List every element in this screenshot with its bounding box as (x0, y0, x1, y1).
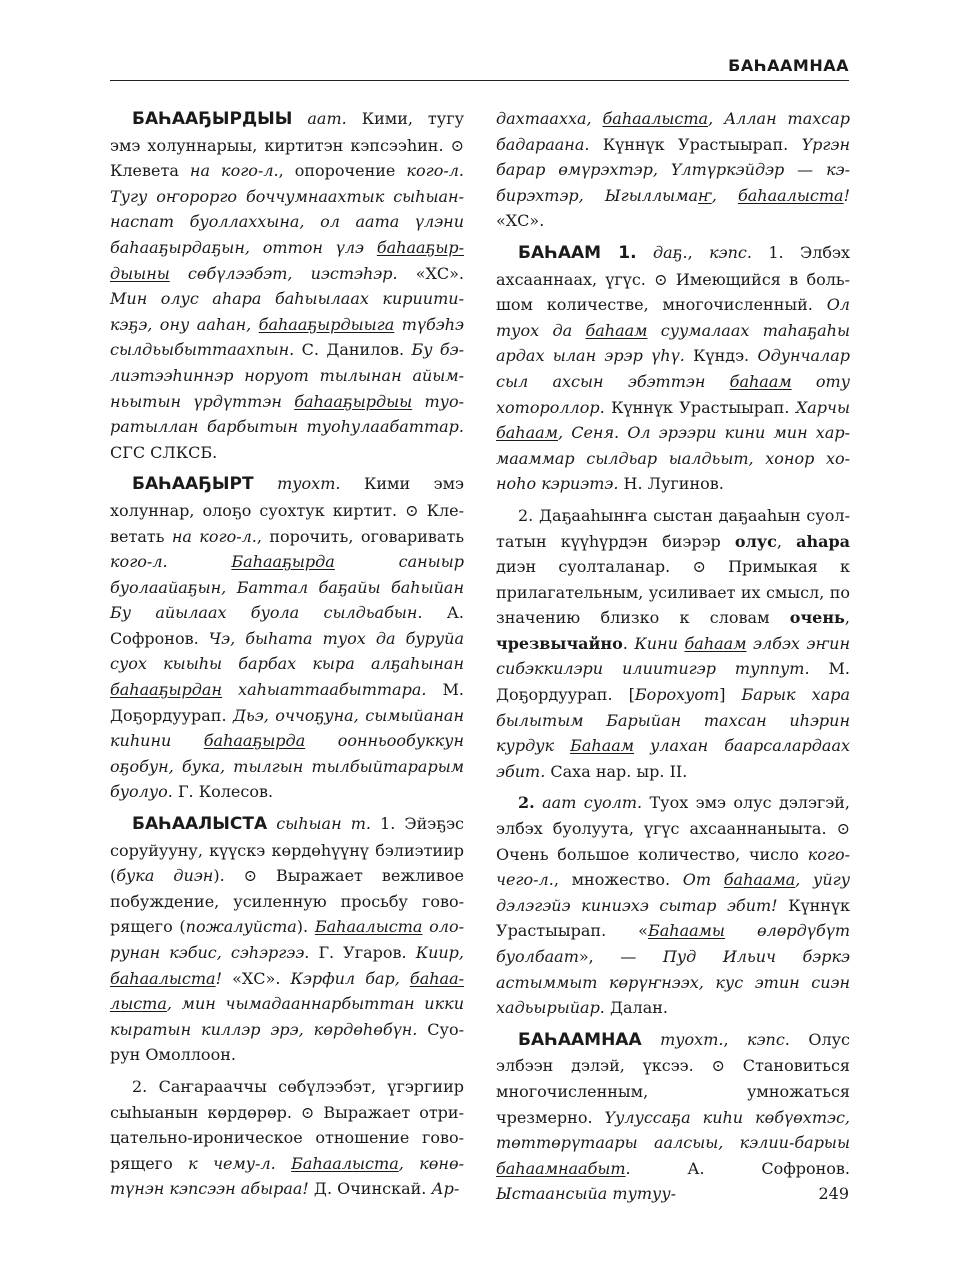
text-run: суумалаах таһаҕаһы ардах ылан эрэр үһү. (496, 320, 850, 366)
example-keyword: баһааҕырдыы (294, 391, 413, 411)
text-run: Выражает отрицательно-ироническое отношение говорящего (110, 1102, 464, 1173)
text-run (276, 1154, 291, 1173)
text-run: аат суолт. (542, 793, 643, 813)
example-keyword: баһаалыста (110, 968, 465, 1014)
text-run: ). (213, 866, 244, 886)
text-run: диэн суолталанар. (496, 557, 693, 577)
translation-marker-icon: ⊙ (405, 500, 419, 520)
text-run: 2. Саҥарааччы сөбүлээбэт, үгэргиир сыһыанын көрдөрөр. (110, 1076, 464, 1122)
text-run (292, 109, 307, 128)
text-run: Олус элбээн дэлэй, үксээ. (496, 1029, 851, 1076)
example-keyword: ҥ (698, 185, 712, 205)
text-run: Д. Очинскай. (308, 1179, 432, 1199)
headword: БАҺААҔЫРТ (132, 474, 254, 495)
text-run (642, 1030, 660, 1049)
text-run: , (723, 1029, 748, 1049)
text-run: бука диэн (116, 866, 214, 886)
entry-paragraph (496, 240, 850, 497)
text-run: Үулуссаҕа киһи көбүөхтэс, төттөрүтаары аалсыы, кэлии-барыы (496, 1107, 850, 1153)
text-run: Примыкая к прилагательным, усиливает их смысл, по значению близко к словам (496, 557, 851, 628)
example-keyword: Баһаамы (647, 921, 725, 941)
text-run: на кого-л. (189, 161, 279, 181)
headword: БАҺААМНАА (518, 1029, 642, 1050)
text-run: Мин олус аһара баһыылаах кириитикэҕэ, ону ааһан, (110, 289, 464, 334)
text-run: М. Доҕордуурап. [ (496, 659, 850, 705)
example-keyword: баһаам (729, 371, 792, 391)
text-run: туохт. (660, 1029, 724, 1049)
headword: БАҺААЛЫСТА (132, 814, 268, 835)
page-number: 249 (818, 1184, 849, 1203)
text-run: , Сеня. Ол эрээри кини мин хармааммар сылдьар ыалдьыт, хонор хоноһо кэриэтэ. (496, 423, 850, 494)
text-run: . (625, 1158, 631, 1178)
entry-paragraph (496, 790, 850, 1020)
text-run: Одунчалар сыл ахсын эбэттэн (496, 346, 851, 391)
text-run: «ХС». (397, 263, 464, 283)
text-run: Туох эмэ олус дэлэгэй, элбэх буолуута, үгүс ахсааннаныыта. (496, 793, 851, 839)
text-run: аат. (307, 109, 347, 128)
text-run: к чему-л. (188, 1153, 276, 1173)
example-keyword: баһаалыста (737, 185, 844, 205)
text-run: Бу бэлиэтээһиннэр норуот тылынан айымньытын үрдүттэн (110, 340, 464, 411)
example-keyword: баһаам (496, 423, 558, 443)
text-run: , множество. (553, 870, 683, 890)
example-keyword: баһааҕырдан (110, 680, 222, 700)
text-run: Суорун Омоллоон. (110, 1019, 464, 1065)
translation-marker-icon: ⊙ (654, 269, 668, 289)
text-run (535, 793, 542, 812)
example-keyword: Баһаалыста (291, 1153, 399, 1173)
text-run: оттон үлэ (262, 237, 377, 257)
text-run: Үргэн барар өмүрэхтэр, Үлтүркэйдэр — кэбирэхтэр, Ыгыллыма (496, 134, 850, 205)
text-run: «ХС». (222, 968, 291, 988)
text-run: пожалуйста (185, 917, 297, 937)
left-column (110, 106, 464, 1208)
translation-marker-icon: ⊙ (243, 866, 258, 886)
text-run: кого-л. (406, 161, 465, 181)
entry-paragraph (110, 811, 464, 1068)
text-run: Далан. (604, 998, 668, 1018)
example-keyword: баһааҕырдыыга (258, 314, 395, 334)
text-run: кэпс. (709, 242, 752, 262)
text-run (637, 243, 653, 262)
text-run: Ол туох да (496, 295, 850, 340)
text-run: Дьэ, оччоҕуна, сымыйанан киһини (110, 705, 464, 751)
bold-term: олус (734, 531, 777, 551)
text-run: 1. Элбэх ахсааннаах, үгүс. (496, 242, 850, 289)
text-run: түбэһэ сылдьыбыттаахпын. (110, 314, 465, 360)
bold-term: чрезвычайно (496, 633, 623, 653)
running-head: БАҺААМНАА (728, 56, 849, 75)
headword: БАҺААҔЫРДЫЫ (132, 109, 293, 129)
text-run: сөбүлээбэт, иэстэһэр. (169, 263, 398, 283)
text-run: , мин чымадааннарбыттан икки кыратын киллэр эрэ, көрдөһөбүн. (110, 994, 464, 1039)
text-run (267, 814, 276, 833)
entry-paragraph (110, 1074, 464, 1202)
header-rule (110, 80, 849, 81)
example-keyword: Баһаалыста (314, 917, 423, 937)
text-run: элбэх эҥин сибэккилэри илиитигэр туппут. (496, 633, 850, 679)
entry-paragraph (110, 471, 464, 805)
text-run: ). (296, 917, 315, 937)
example-keyword: баһаам (684, 633, 747, 653)
example-keyword: баһаам (585, 320, 648, 340)
text-run: Очень большое количество, число (496, 844, 808, 864)
text-run: даҕ. (652, 242, 688, 262)
text-run: СГС СЛКСБ. (110, 442, 218, 462)
text-run: Н. Лугинов. (618, 474, 724, 494)
text-run: өлөрдүбүт буолбаат (496, 921, 851, 966)
text-run: , опорочение (278, 161, 407, 181)
example-keyword: Баһаам (570, 736, 635, 756)
text-run: , (844, 608, 850, 628)
translation-marker-icon: ⊙ (300, 1102, 315, 1122)
text-run (254, 474, 278, 493)
text-run: , (711, 185, 738, 205)
text-run: Ар- (431, 1179, 460, 1199)
text-run: Пуд Ильич бэркэ астыммыт көрүҥнээх, кус этин сиэн хадьырыйар. (496, 947, 851, 1018)
bold-term: аһара (796, 531, 850, 551)
text-run: С. Данилов. (294, 340, 412, 360)
text-run: кого-л. (110, 552, 168, 572)
text-run: туохт. (277, 474, 341, 494)
text-run: Г. Угаров. (309, 943, 416, 962)
text-run: олорунан кэбис, сэһэргээ. (110, 917, 465, 962)
example-keyword: баһаамнаабыт (496, 1158, 626, 1178)
text-run: Киир, (415, 943, 465, 962)
text-run: 1. Эйэҕэс соруйууну, күүскэ көрдөһүүнү бэлиэтиир ( (110, 814, 464, 886)
text-run: Күннүк Урастыырап. « (496, 895, 851, 941)
text-run: улахан баарсалардаах эбит. (496, 736, 851, 781)
text-run: Кини (634, 633, 685, 653)
text-run (168, 552, 232, 571)
text-run: М. Доҕордуурап. (110, 680, 464, 725)
text-run: Барык хара былытым Барыйан тахсан иһэрин курдук (496, 685, 850, 756)
text-run: Ыстаансыйа тутуу- (496, 1184, 677, 1204)
text-run: ! (215, 968, 223, 988)
text-run: От (682, 870, 724, 890)
translation-marker-icon: ⊙ (711, 1056, 725, 1076)
text-run: Клевета (110, 161, 190, 181)
text-run: Борохуот (634, 685, 720, 705)
text-run: , Аллан тахсар бадараана. (496, 109, 850, 154)
text-run: баһааҕырдаҕын (110, 237, 245, 257)
text-run: , (776, 531, 797, 551)
text-run: туоратыллан барбытын туоһулаабаттар. (110, 391, 464, 437)
entry-paragraph (110, 106, 464, 465)
text-run: », — (578, 947, 663, 966)
text-run: саныыр буолаайаҕын, Баттал баҕайы баһыйан Бу айылаах буола сылдьабын. (110, 552, 464, 623)
example-keyword: баһааҕырда (203, 731, 306, 751)
example-keyword: баһааҕырдыыны (110, 237, 465, 283)
text-run: Чэ, быһата туох да буруйа суох кыыһы барбах кыра алҕаһынан (110, 628, 465, 674)
text-run: А. Софронов. (630, 1158, 850, 1178)
text-run: Кими эмэ холуннар, олоҕо суохтук киртит. (110, 474, 464, 520)
text-run: Күндэ. (684, 346, 758, 366)
text-run: , (244, 237, 263, 257)
text-run: хаһыаттаабыттара. (222, 680, 427, 700)
translation-marker-icon: ⊙ (692, 557, 706, 577)
bold-term: очень (789, 608, 845, 628)
translation-marker-icon: ⊙ (836, 819, 850, 839)
text-run: на кого-л. (171, 526, 257, 546)
text-run: , порочить, оговаривать (256, 526, 465, 546)
text-run: 2. Даҕааһынҥа сыстан даҕааһын суолтатын күүһүрдэн биэрэр (496, 505, 850, 551)
text-run: дахтааххa, (496, 109, 603, 128)
text-run: Күннүк Урастыырап. (589, 134, 802, 154)
text-run: оту хотороллор. (496, 371, 850, 417)
example-keyword: Баһааҕырда (231, 552, 335, 572)
text-run: сыһыан т. (276, 814, 371, 834)
entry-paragraph (496, 106, 850, 234)
text-run: Становиться многочисленным, умножаться чрезмерно. (496, 1056, 851, 1127)
example-keyword: баһаалыста (110, 968, 216, 988)
text-run: кэпс. (747, 1029, 790, 1049)
example-keyword: баһаама (723, 870, 796, 890)
text-run: Күннүк Урастыырап. (604, 397, 796, 417)
text-run: кого-чего-л. (496, 844, 850, 890)
text-run: 2. (518, 793, 535, 813)
translation-marker-icon: ⊙ (450, 135, 464, 155)
text-run: Харчы (795, 397, 850, 417)
text-run: ] (719, 685, 742, 705)
text-run: Саха нар. ыр. II. (545, 761, 688, 781)
text-run: Тугу оҥорорго боччумнаахтык сыһыаннаспат буоллаххына, ол аата үлэни (110, 186, 464, 232)
text-run: Кими, тугу эмэ холуннарыы, киртитэн кэпсээһин. (110, 109, 464, 155)
text-run: «ХС». (496, 211, 545, 231)
text-run: оонньообуккун оҕобун, бука, тылгын тылбыйтарарым буолуо. (110, 731, 464, 802)
text-run: Имеющийся в большом количестве, многочисленный. (496, 269, 850, 315)
text-run: Клеветать (110, 500, 464, 546)
headword: БАҺААМ 1. (518, 242, 637, 263)
text-run: , уйгу дэлэгэйэ киниэхэ сытар эбит! (496, 870, 850, 915)
example-keyword: баһаалыста (602, 109, 709, 128)
text-run: Кэрфил бар, (290, 968, 410, 988)
text-run: Выражает вежливое побуждение, усиленную просьбу говорящего ( (110, 866, 464, 937)
text-run: , көнөтүнэн кэпсээн абыраа! (110, 1153, 464, 1199)
entry-paragraph (496, 503, 850, 785)
right-column (496, 106, 850, 1213)
text-run: Г. Колесов. (172, 782, 274, 802)
entry-paragraph (496, 1027, 850, 1207)
text-run: , (687, 242, 710, 262)
text-run: ! (843, 185, 850, 205)
text-run: . (622, 633, 635, 653)
text-run: А. Софронов. (110, 603, 464, 648)
